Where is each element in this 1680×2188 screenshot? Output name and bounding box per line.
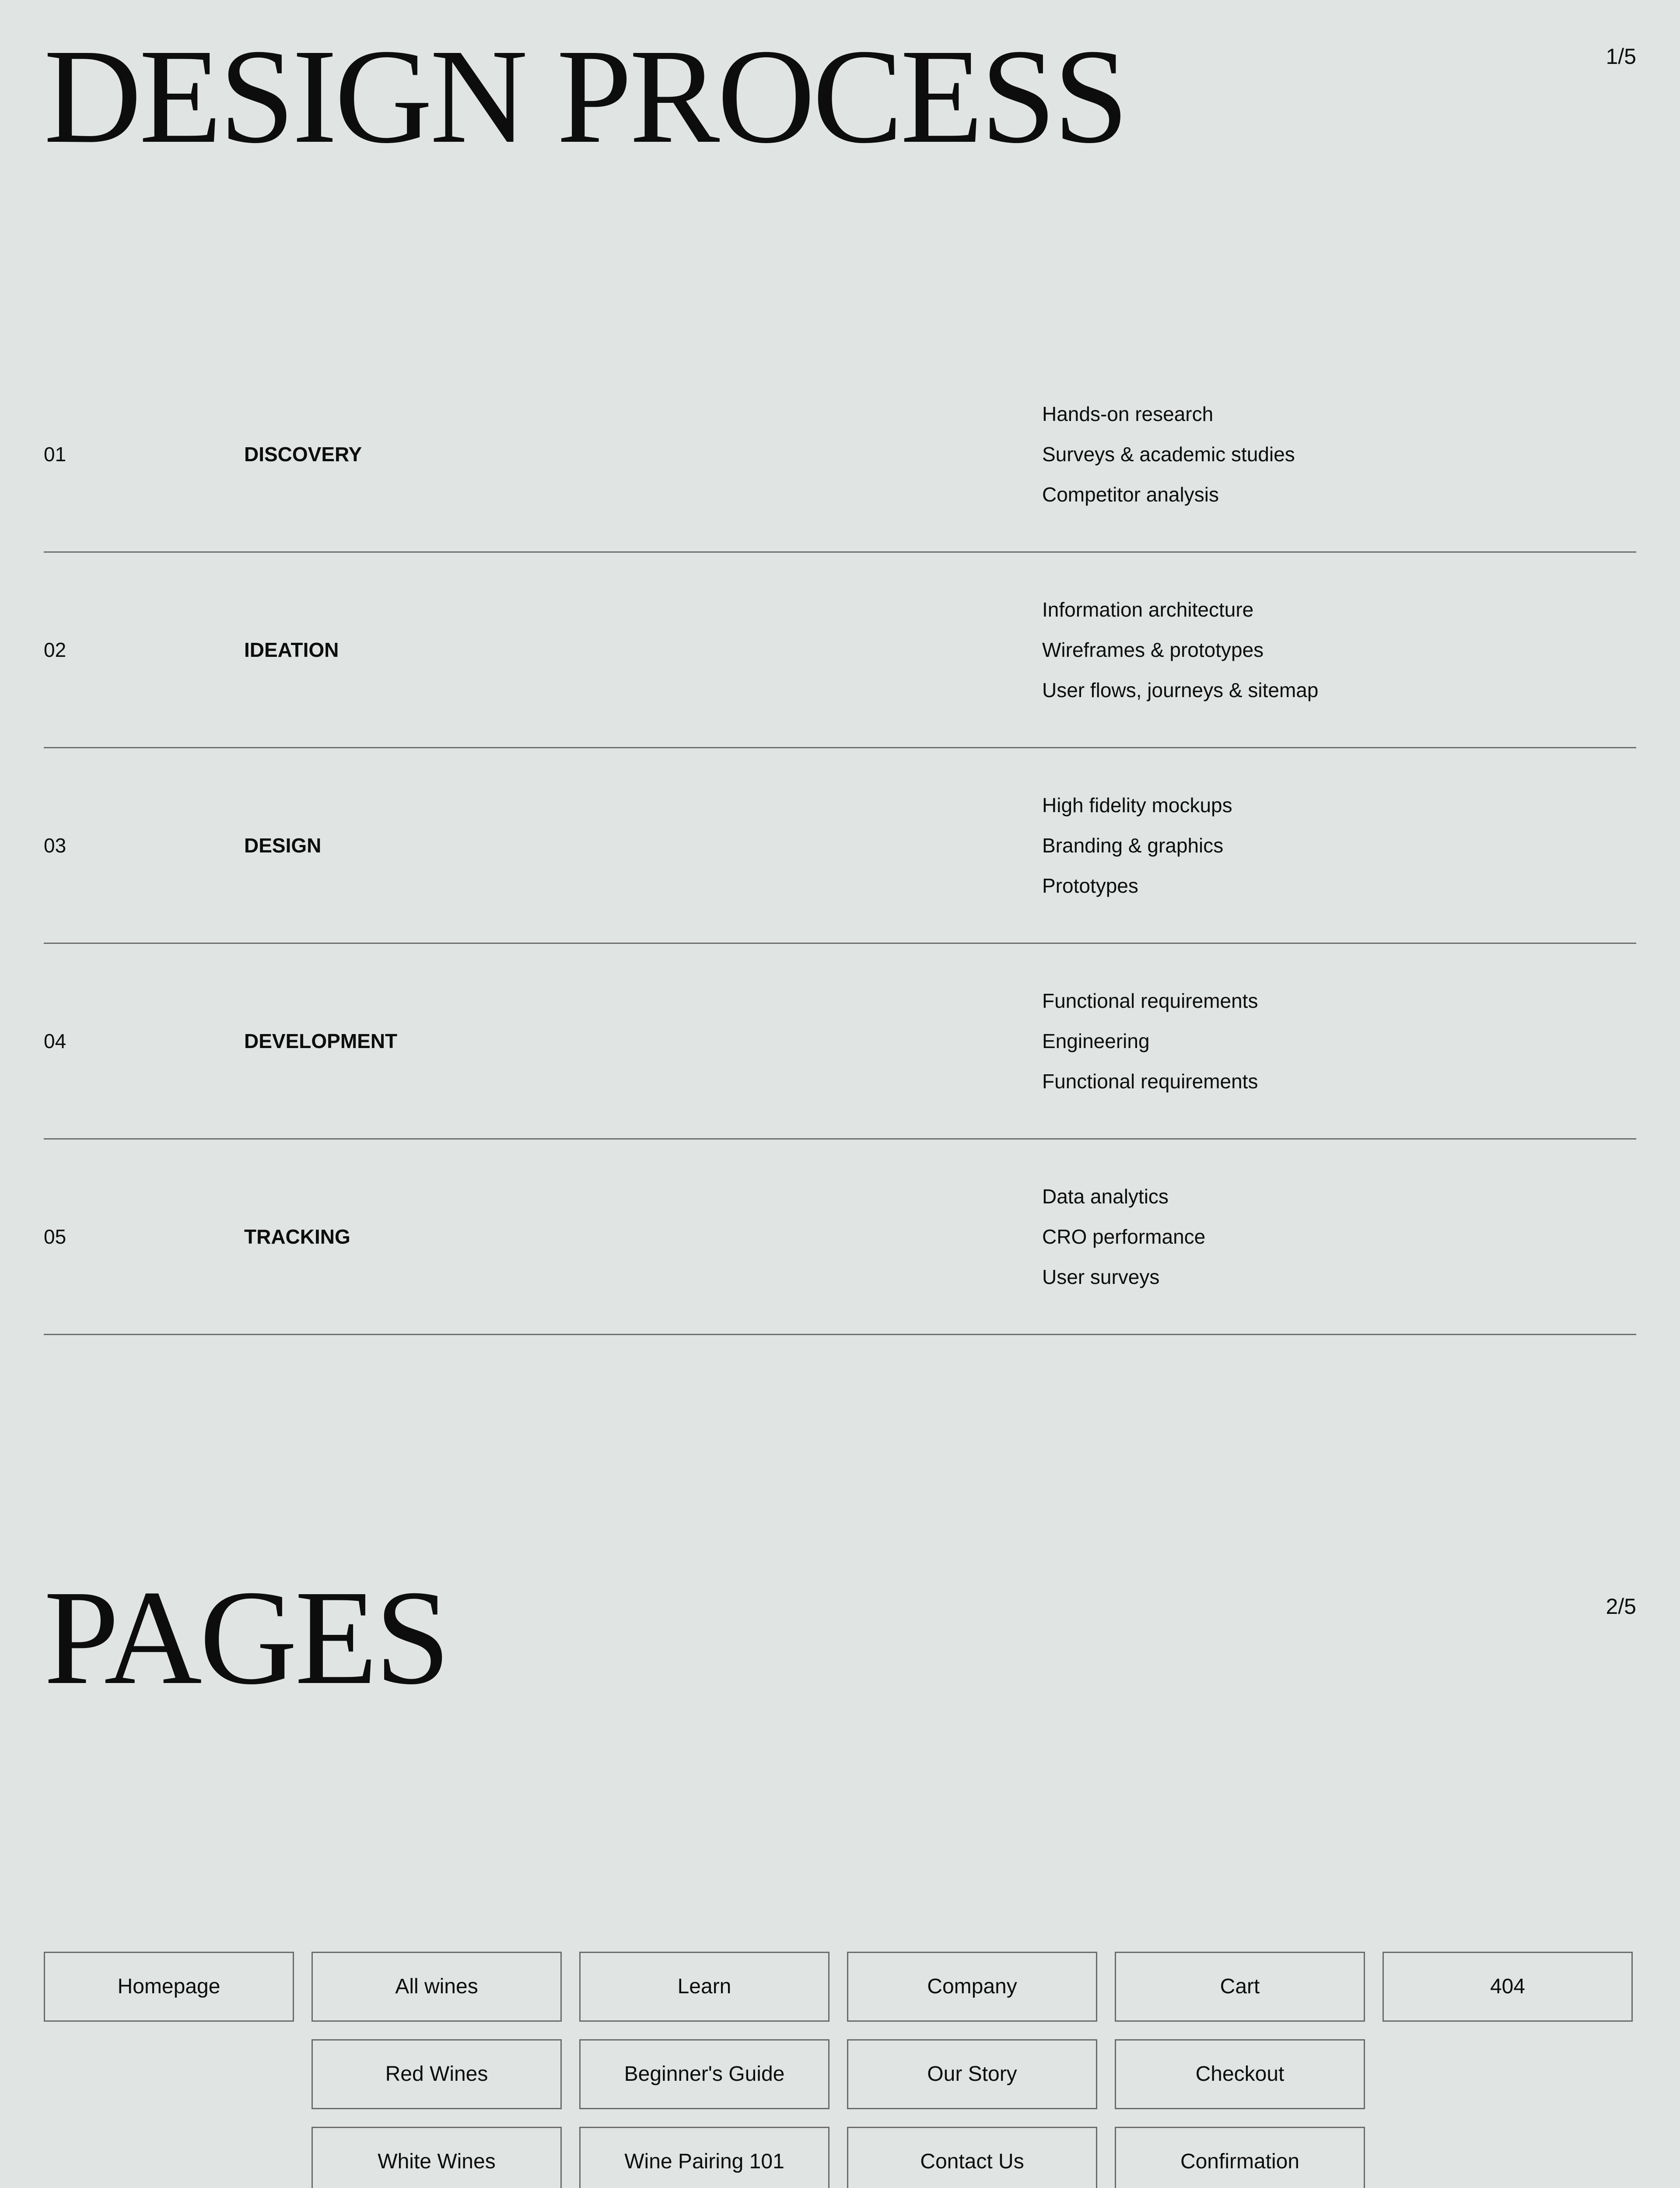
process-step-number: 01 — [44, 443, 66, 466]
process-activity-item: Information architecture — [1042, 598, 1254, 621]
process-step-number: 05 — [44, 1225, 66, 1248]
page-box-our-story: Our Story — [847, 2039, 1097, 2109]
page-box-contact-us: Contact Us — [847, 2127, 1097, 2188]
process-step-activities — [1042, 394, 1295, 515]
page-box-learn: Learn — [579, 1952, 830, 2022]
design-process-title: DESIGN PROCESS — [44, 21, 1127, 172]
process-step-activities — [1042, 981, 1258, 1101]
page-box-red-wines: Red Wines — [312, 2039, 562, 2109]
page-box-all-wines: All wines — [312, 1952, 562, 2022]
sitemap-column — [847, 1952, 1097, 2188]
process-activity-item: Competitor analysis — [1042, 483, 1219, 506]
process-step-number: 03 — [44, 834, 66, 857]
sitemap-column — [44, 1952, 294, 2039]
process-activity-item: High fidelity mockups — [1042, 794, 1232, 817]
page-box-confirmation: Confirmation — [1115, 2127, 1365, 2188]
process-step-name: DEVELOPMENT — [244, 1030, 398, 1052]
design-process-page-indicator: 1/5 — [1606, 44, 1636, 69]
process-activity-item: Hands-on research — [1042, 403, 1214, 425]
process-step-number: 02 — [44, 638, 66, 661]
page-box-wine-pairing-101: Wine Pairing 101 — [579, 2127, 830, 2188]
pages-title: PAGES — [44, 1563, 448, 1713]
pages-page-indicator: 2/5 — [1606, 1594, 1636, 1619]
process-activity-item: User surveys — [1042, 1266, 1160, 1288]
process-activity-item: CRO performance — [1042, 1225, 1206, 1248]
sitemap-column — [579, 1952, 830, 2188]
process-activity-item: Functional requirements — [1042, 989, 1258, 1012]
page-box-white-wines: White Wines — [312, 2127, 562, 2188]
sitemap-column — [1115, 1952, 1365, 2188]
process-step-name: DISCOVERY — [244, 443, 362, 466]
process-step-name: TRACKING — [244, 1225, 350, 1248]
process-activity-item: Prototypes — [1042, 874, 1138, 897]
process-activity-item: Data analytics — [1042, 1185, 1169, 1208]
process-step-activities — [1042, 1176, 1205, 1297]
page-box-checkout: Checkout — [1115, 2039, 1365, 2109]
process-activity-item: Engineering — [1042, 1030, 1150, 1052]
process-step-name: IDEATION — [244, 638, 339, 661]
process-activity-item: Branding & graphics — [1042, 834, 1224, 857]
process-activity-item: User flows, journeys & sitemap — [1042, 679, 1319, 701]
page-box-beginner-s-guide: Beginner's Guide — [579, 2039, 830, 2109]
process-step-row — [44, 748, 1636, 944]
page-box-company: Company — [847, 1952, 1097, 2022]
process-step-activities — [1042, 589, 1318, 710]
sitemap-column — [312, 1952, 562, 2188]
process-step-row — [44, 1140, 1636, 1335]
process-step-name: DESIGN — [244, 834, 322, 857]
page-box-cart: Cart — [1115, 1952, 1365, 2022]
process-step-activities — [1042, 785, 1232, 906]
process-step-row — [44, 944, 1636, 1140]
page-box-homepage: Homepage — [44, 1952, 294, 2022]
sitemap-column — [1382, 1952, 1633, 2039]
process-step-number: 04 — [44, 1030, 66, 1052]
process-activity-item: Functional requirements — [1042, 1070, 1258, 1093]
process-steps-list — [44, 357, 1636, 1335]
process-activity-item: Wireframes & prototypes — [1042, 638, 1264, 661]
process-activity-item: Surveys & academic studies — [1042, 443, 1295, 466]
page-box-404: 404 — [1382, 1952, 1633, 2022]
process-step-row — [44, 553, 1636, 748]
process-step-row — [44, 357, 1636, 553]
